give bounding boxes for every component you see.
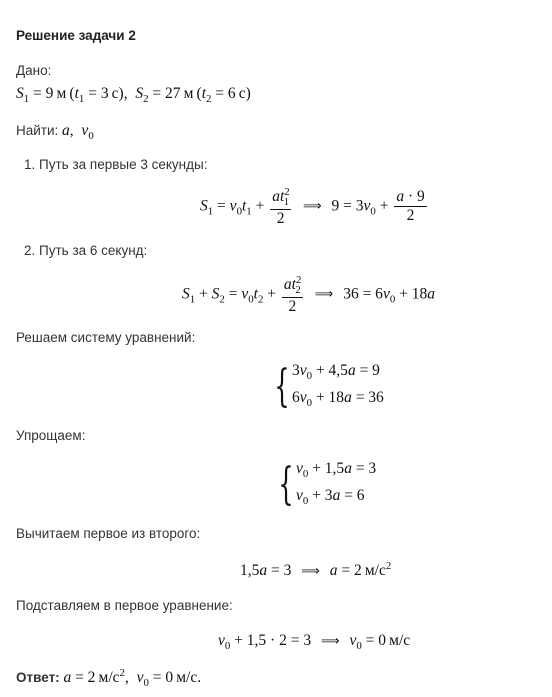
find-label: Найти: [16, 123, 59, 138]
step2-label: Путь за 6 секунд: [39, 243, 148, 258]
substitute-label: Подставляем в первое уравнение: [16, 598, 233, 613]
answer-line [16, 667, 201, 689]
substitute-formula: $v_0 + 1,5 \cdot 2 = 3$ ⟹ $v_0 = 0$ м/с [218, 632, 411, 653]
given-formula: $S_1 = 9$ м ($t_1 = 3$ с), $S_2 = 27$ м ($t_2 = 6$ с) [16, 85, 251, 106]
subtract-formula: 1,5a = 3 ⟹ a = 2 $м/с^2$ [240, 560, 392, 580]
step1-formula: $S_1 = v_0t_1$ + $\frac{at^2_1}{2}$ ⟹ $9 = 3v_0$ + $\frac{a \cdot 9}{2}$ [200, 186, 425, 227]
page-title: Решение задачи 2 [16, 28, 136, 43]
system-formula: { $3v_0 + 4,5a = 9$ $6v_0 + 18a = 36$ [274, 361, 384, 413]
step2-number: 2. [24, 243, 36, 258]
simplify-label: Упрощаем: [16, 428, 86, 443]
answer-formula: a = 2 $м/с^2$, $v_0 = 0$ м/с. [63, 667, 202, 690]
find-formula: a, $v_0$ [62, 122, 94, 143]
step1-item [24, 157, 207, 172]
step1-label: Путь за первые 3 секунды: [39, 157, 208, 172]
given-label: Дано: [16, 63, 52, 78]
subtract-label: Вычитаем первое из второго: [16, 526, 201, 541]
find-line [16, 122, 94, 142]
step2-item [24, 243, 147, 258]
step2-formula: $S_1 + S_2 = v_0t_2$ + $\frac{at^2_2}{2}$ ⟹ $36 = 6v_0 + 18a$ [182, 274, 435, 315]
answer-label: Ответ: [16, 670, 60, 686]
step1-number: 1. [24, 157, 36, 172]
system-label: Решаем систему уравнений: [16, 330, 196, 345]
simplified-system: { $v_0 + 1,5a = 3$ $v_0 + 3a = 6$ [278, 459, 377, 511]
